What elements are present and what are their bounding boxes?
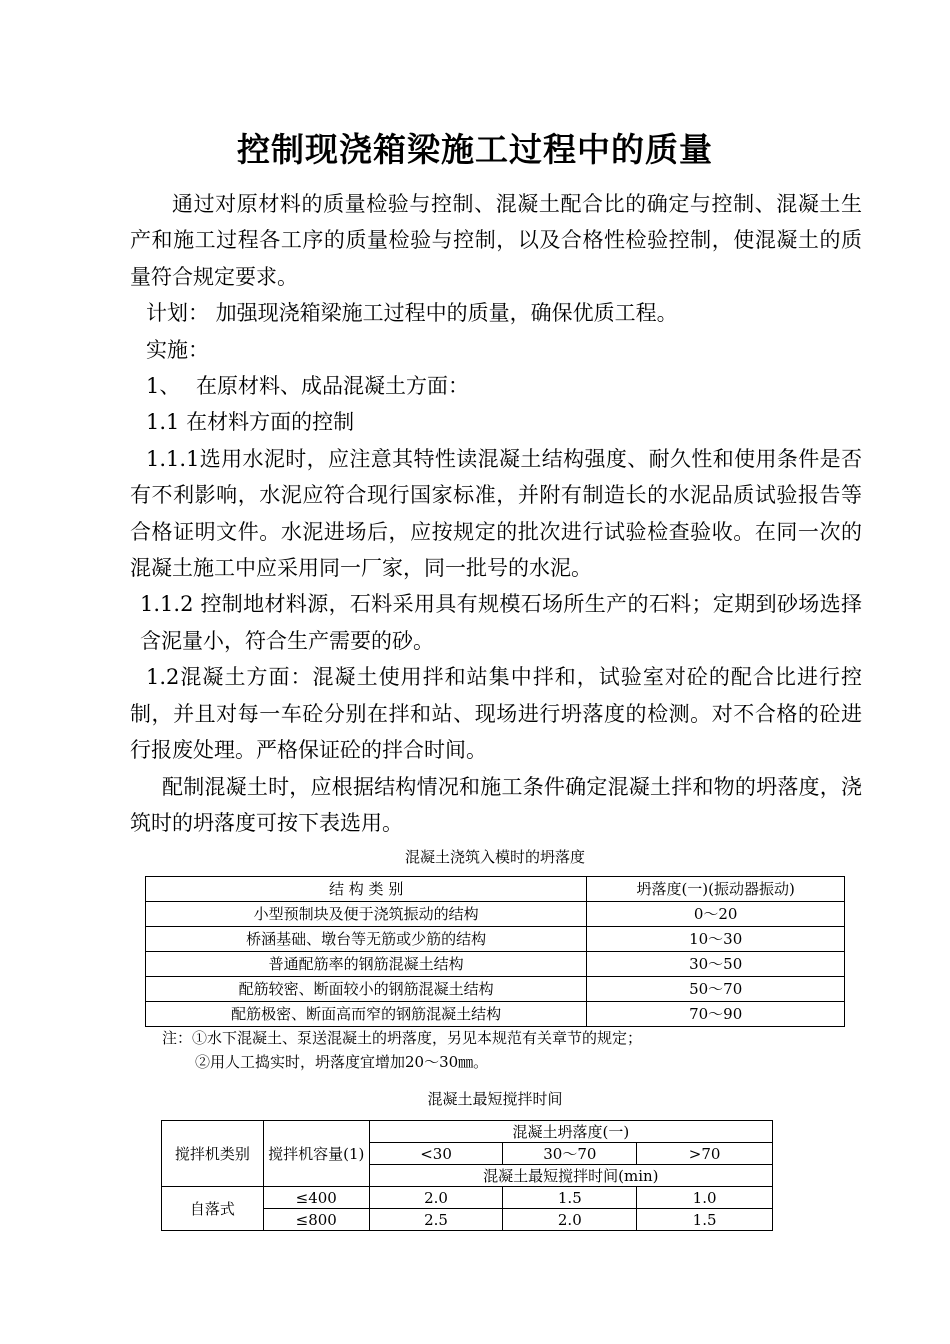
table1-note-1: 注：①水下混凝土、泵送混凝土的坍落度，另见本规范有关章节的规定；	[162, 1029, 643, 1047]
table-cell: 普通配筋率的钢筋混凝土结构	[146, 952, 587, 977]
table-header-row	[146, 877, 845, 902]
table1-caption: 混凝土浇筑入模时的坍落度	[404, 848, 585, 866]
table-cell: ≤400	[263, 1187, 369, 1209]
table1-note-2: ②用人工捣实时，坍落度宜增加20～30㎜。	[195, 1053, 489, 1071]
table-row	[146, 927, 845, 952]
table-cell: 1.0	[637, 1187, 773, 1209]
table-header-row	[162, 1121, 773, 1143]
table-cell: 1.5	[637, 1209, 773, 1231]
section-1-2-paragraph: 1.2混凝土方面：混凝土使用拌和站集中拌和，试验室对砼的配合比进行控制，并且对每一车砼分别在拌和站、现场进行坍落度的检测。对不合格的砼进行报废处理。严格保证砼的拌合时间。	[130, 665, 862, 763]
table-cell: 桥涵基础、墩台等无筋或少筋的结构	[146, 927, 587, 952]
table-cell: 2.5	[369, 1209, 503, 1231]
table-row	[146, 1002, 845, 1027]
mixing-time-header: 混凝土最短搅拌时间(min)	[369, 1165, 772, 1187]
slump-range-header: <30	[369, 1143, 503, 1165]
document-body	[130, 186, 862, 841]
slump-range-header: >70	[637, 1143, 773, 1165]
intro-paragraph: 通过对原材料的质量检验与控制、混凝土配合比的确定与控制、混凝土生产和施工过程各工序的质量检验与控制，以及合格性检验控制，使混凝土的质量符合规定要求。	[130, 192, 862, 289]
slump-group-header: 混凝土坍落度(一)	[369, 1121, 772, 1143]
section-1-1-heading: 1.1 在材料方面的控制	[146, 410, 355, 435]
table-cell: 10～30	[587, 927, 845, 952]
table-row	[162, 1187, 773, 1209]
table-cell: 30～50	[587, 952, 845, 977]
slump-range-header: 30～70	[503, 1143, 637, 1165]
table-cell: 1.5	[503, 1187, 637, 1209]
table2-caption: 混凝土最短搅拌时间	[427, 1090, 563, 1108]
mixer-capacity-header: 搅拌机容量(1)	[263, 1121, 369, 1187]
section-1-number: 1、	[146, 374, 181, 399]
section-1-heading	[130, 368, 862, 404]
table-cell: 配筋极密、断面高而窄的钢筋混凝土结构	[146, 1002, 587, 1027]
document-title: 控制现浇箱梁施工过程中的质量	[237, 130, 713, 169]
table-cell: 配筋较密、断面较小的钢筋混凝土结构	[146, 977, 587, 1002]
section-1-text: 在原材料、成品混凝土方面：	[196, 374, 469, 399]
table-cell: 50～70	[587, 977, 845, 1002]
table-header-cell: 结 构 类 别	[146, 877, 587, 902]
table-cell: 小型预制块及便于浇筑振动的结构	[146, 902, 587, 927]
table-row	[146, 977, 845, 1002]
table-cell: 70～90	[587, 1002, 845, 1027]
mixing-time-table	[161, 1120, 773, 1231]
table-row	[146, 902, 845, 927]
mix-paragraph: 配制混凝土时，应根据结构情况和施工条件确定混凝土拌和物的坍落度，浇筑时的坍落度可按下表选用。	[130, 774, 862, 835]
table-cell: 2.0	[369, 1187, 503, 1209]
table-row	[146, 952, 845, 977]
slump-table	[145, 876, 845, 1027]
table-cell: 2.0	[503, 1209, 637, 1231]
table-header-cell: 坍落度(一)(振动器振动)	[587, 877, 845, 902]
mixer-type-header: 搅拌机类别	[162, 1121, 264, 1187]
mixer-type-cell: 自落式	[162, 1187, 264, 1231]
section-1-1-2-paragraph: 1.1.2 控制地材料源，石料采用具有规模石场所生产的石料；定期到砂场选择含泥量小，符合生产需要的砂。	[140, 592, 862, 653]
table-cell: ≤800	[263, 1209, 369, 1231]
table-cell: 0～20	[587, 902, 845, 927]
implement-heading: 实施：	[146, 337, 209, 362]
plan-paragraph: 计划： 加强现浇箱梁施工过程中的质量，确保优质工程。	[146, 301, 678, 326]
section-1-1-1-paragraph: 1.1.1选用水泥时，应注意其特性读混凝土结构强度、耐久性和使用条件是否有不利影响，水泥应符合现行国家标准，并附有制造长的水泥品质试验报告等合格证明文件。水泥进场后，应按规定的批次进行试验检查验收。在同一次的混凝土施工中应采用同一厂家，同一批号的水泥。	[130, 446, 862, 581]
